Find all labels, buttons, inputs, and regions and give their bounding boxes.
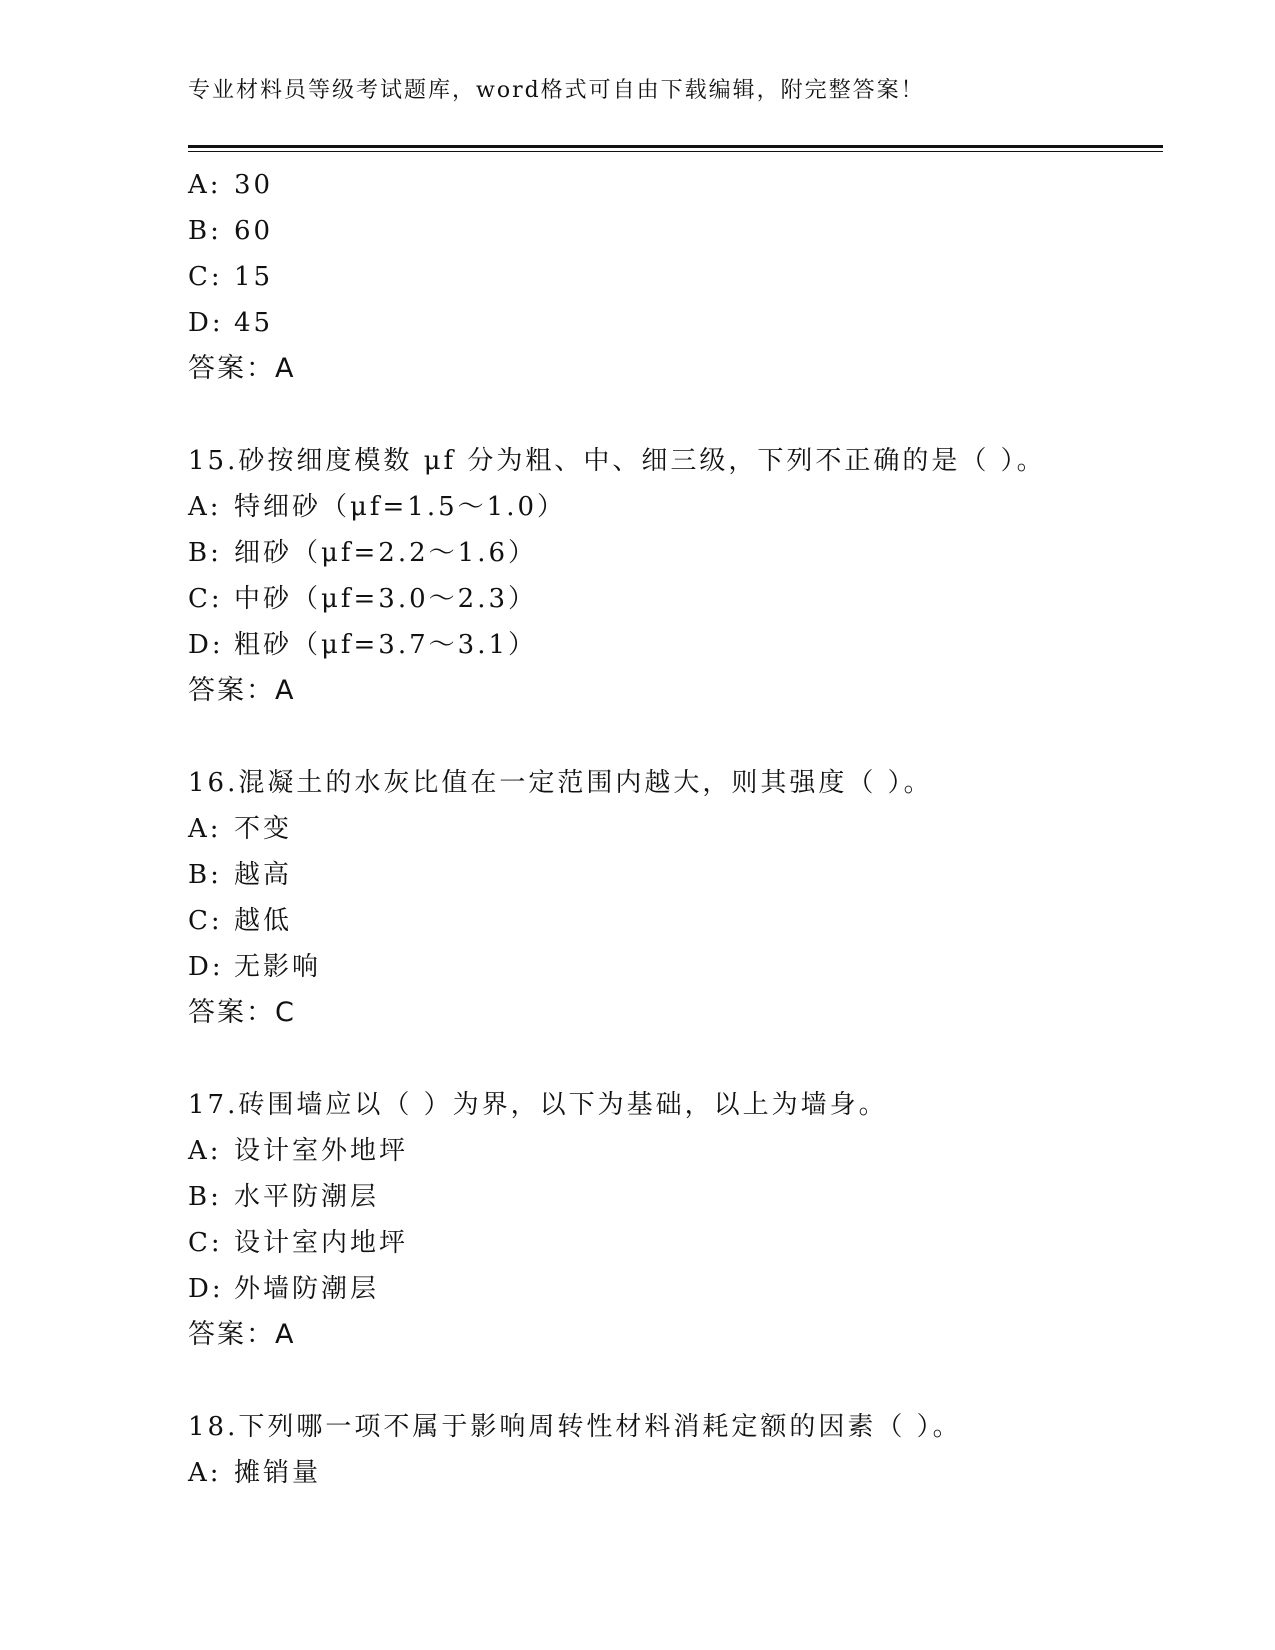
question-block — [188, 1082, 1168, 1358]
option-d — [188, 622, 1168, 668]
block-spacer — [188, 714, 1168, 760]
option-label: B: — [188, 860, 222, 890]
option-label: B: — [188, 1182, 222, 1212]
option-label: D: — [188, 308, 224, 338]
option-d — [188, 1266, 1168, 1312]
option-a — [188, 162, 1168, 208]
option-a — [188, 1450, 1168, 1496]
option-text: 摊销量 — [234, 1458, 322, 1488]
option-b — [188, 852, 1168, 898]
option-label: A: — [188, 1458, 222, 1488]
question-list — [188, 162, 1168, 1496]
option-text: 越低 — [234, 906, 293, 936]
option-text: 越高 — [234, 860, 293, 890]
block-spacer — [188, 392, 1168, 438]
option-label: A: — [188, 1136, 222, 1166]
option-text: 特细砂（μf=1.5～1.0） — [234, 492, 567, 522]
option-d — [188, 300, 1168, 346]
option-label: B: — [188, 216, 222, 246]
option-label: C: — [188, 1228, 223, 1258]
option-text: 15 — [234, 262, 274, 292]
option-text: 设计室内地坪 — [234, 1228, 409, 1258]
option-b — [188, 1174, 1168, 1220]
question-text: 18.下列哪一项不属于影响周转性材料消耗定额的因素（ ）。 — [188, 1412, 962, 1442]
option-label: B: — [188, 538, 222, 568]
question-block — [188, 162, 1168, 392]
option-label: D: — [188, 1274, 224, 1304]
question-text: 17.砖围墙应以（ ）为界，以下为基础，以上为墙身。 — [188, 1090, 888, 1120]
option-text: 不变 — [234, 814, 293, 844]
option-text: 60 — [234, 216, 274, 246]
block-spacer — [188, 1358, 1168, 1404]
header-rule-thick — [188, 145, 1163, 148]
option-text: 30 — [234, 170, 274, 200]
option-a — [188, 484, 1168, 530]
question-text: 15.砂按细度模数 μf 分为粗、中、细三级，下列不正确的是（ ）。 — [188, 446, 1046, 476]
header-rule-thin — [188, 151, 1163, 152]
answer-line: 答案：C — [188, 997, 296, 1028]
option-text: 中砂（μf=3.0～2.3） — [234, 584, 538, 614]
option-text: 细砂（μf=2.2～1.6） — [234, 538, 538, 568]
block-spacer — [188, 1036, 1168, 1082]
option-text: 45 — [234, 308, 274, 338]
option-label: C: — [188, 262, 223, 292]
option-a — [188, 1128, 1168, 1174]
question-text: 16.混凝土的水灰比值在一定范围内越大，则其强度（ ）。 — [188, 768, 933, 798]
option-b — [188, 208, 1168, 254]
option-text: 粗砂（μf=3.7～3.1） — [234, 630, 538, 660]
page-header: 专业材料员等级考试题库，word格式可自由下载编辑，附完整答案！ — [188, 78, 925, 103]
option-text: 无影响 — [234, 952, 322, 982]
option-c — [188, 254, 1168, 300]
question-block — [188, 1404, 1168, 1496]
option-c — [188, 576, 1168, 622]
option-c — [188, 898, 1168, 944]
option-a — [188, 806, 1168, 852]
option-label: A: — [188, 814, 222, 844]
option-label: D: — [188, 630, 224, 660]
answer-line: 答案：A — [188, 1319, 296, 1350]
option-label: C: — [188, 584, 223, 614]
option-text: 设计室外地坪 — [234, 1136, 409, 1166]
option-label: A: — [188, 170, 222, 200]
question-block — [188, 438, 1168, 714]
question-block — [188, 760, 1168, 1036]
option-label: A: — [188, 492, 222, 522]
answer-line: 答案：A — [188, 353, 296, 384]
option-b — [188, 530, 1168, 576]
option-text: 水平防潮层 — [234, 1182, 380, 1212]
option-d — [188, 944, 1168, 990]
option-label: C: — [188, 906, 223, 936]
option-text: 外墙防潮层 — [234, 1274, 380, 1304]
option-label: D: — [188, 952, 224, 982]
option-c — [188, 1220, 1168, 1266]
answer-line: 答案：A — [188, 675, 296, 706]
